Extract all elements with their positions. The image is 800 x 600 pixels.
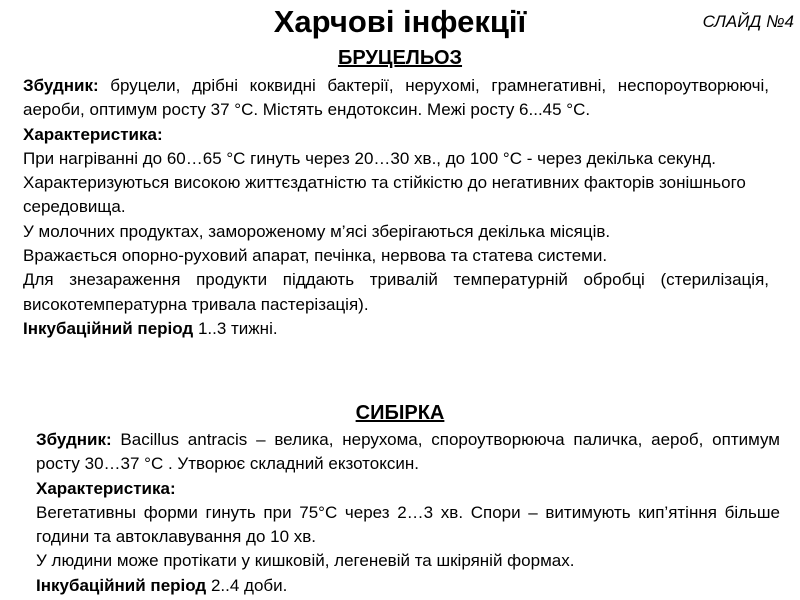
- incubation-label: Інкубаційний період: [23, 318, 194, 338]
- characteristics-label: Характеристика:: [23, 124, 163, 144]
- anthrax-incubation: [36, 574, 780, 598]
- brucellosis-line: Для знезараження продукти піддають тривалій температурній обробці (стерилізація, високотемпературна тривала пастерізація).: [23, 270, 769, 314]
- anthrax-section: [36, 428, 780, 598]
- brucellosis-incubation: [23, 317, 769, 341]
- incubation-label: Інкубаційний період: [36, 575, 207, 595]
- brucellosis-section: [23, 74, 769, 341]
- brucellosis-line: У молочних продуктах, замороженому м’ясі зберігаються декілька місяців.: [23, 221, 611, 241]
- slide-title: Харчові інфекції: [273, 4, 527, 39]
- characteristics-label: Характеристика:: [36, 478, 176, 498]
- brucellosis-pathogen: [23, 74, 769, 123]
- pathogen-text: Bacillus antracis – велика, нерухома, спороутворююча паличка, аероб, оптимум росту 30…37 °С . Утворює складний екзотоксин.: [36, 430, 780, 474]
- pathogen-label: Збудник:: [23, 76, 99, 95]
- brucellosis-line: Характеризуються високою життєздатністю та стійкістю до негативних факторів зонішнього середовища.: [23, 173, 746, 217]
- slide-number: СЛАЙД №4: [702, 12, 794, 31]
- anthrax-pathogen: [36, 428, 780, 477]
- anthrax-line: У людини може протікати у кишковій, легеневій та шкіряній формах.: [36, 551, 575, 571]
- anthrax-heading: СИБІРКА: [355, 402, 445, 424]
- anthrax-line: Вегетативны форми гинуть при 75°С через 2…3 хв. Спори – витимують кип’ятіння більше години та автоклавування до 10 хв.: [36, 502, 780, 547]
- brucellosis-line: Вражається опорно-руховий апарат, печінка, нервова та статева системи.: [23, 246, 608, 266]
- incubation-value: 2..4 доби.: [206, 575, 288, 595]
- pathogen-label: Збудник:: [36, 430, 112, 449]
- brucellosis-line: При нагріванні до 60…65 °С гинуть через 20…30 хв., до 100 °С - через декілька секунд.: [23, 148, 716, 168]
- brucellosis-heading: БРУЦЕЛЬОЗ: [337, 47, 463, 69]
- incubation-value: 1..3 тижні.: [193, 318, 278, 338]
- pathogen-text: бруцели, дрібні коквидні бактерії, нерухомі, грамнегативні, неспороутворюючі, аероби, оптимум росту 37 °С. Містять ендотоксин. Межі росту 6...45 °С.: [23, 76, 769, 120]
